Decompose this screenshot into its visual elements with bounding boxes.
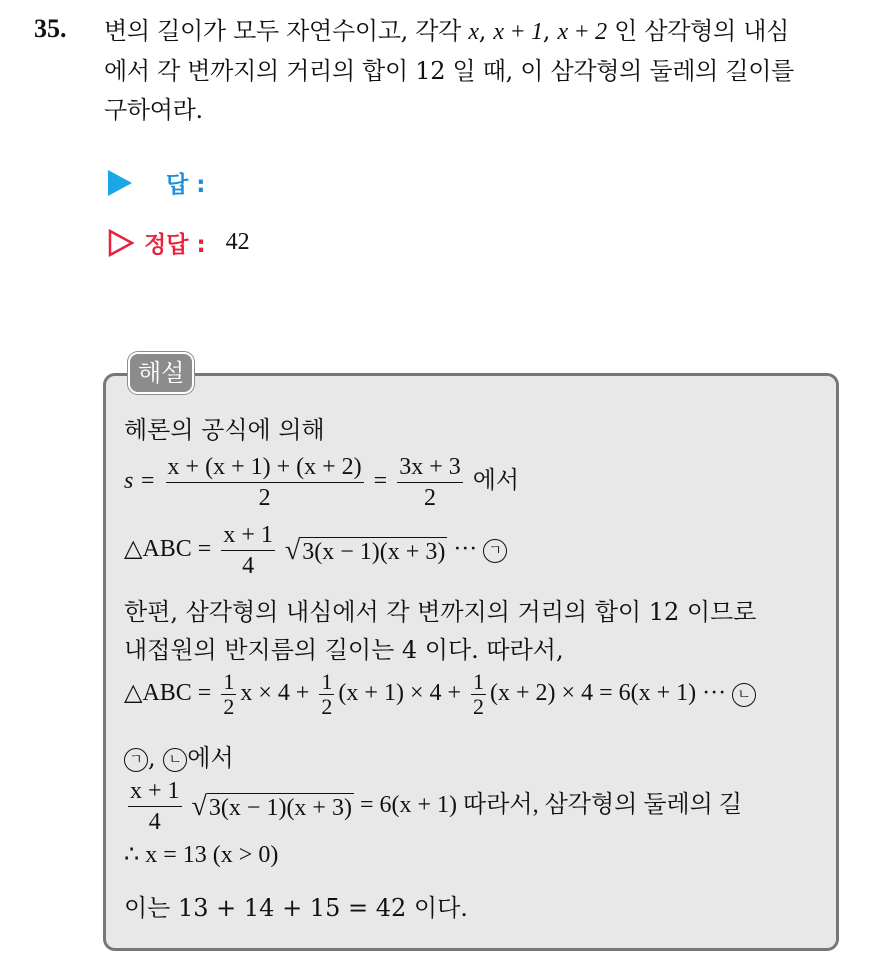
play-triangle-icon [108,170,132,196]
question-text [104,12,864,130]
fraction: $\frac{x + 1}{4}$ [223,522,273,579]
correct-answer-value: 42 [225,229,250,255]
answer-label: 답 : [166,172,206,198]
question-number: 35. [34,14,67,43]
circled-mark: ㄱ [483,539,507,563]
question-line-1: 변의 길이가 모두 자연수이고, 각각 x, x + 1, x + 2 인 삼각형의 내심 [104,17,790,45]
solution-line-3: △ABC = $\frac{x + 1}{4}$ √ 3(x − 1)(x + 3) ··· ㄱ [124,520,844,581]
question-line-3: 구하여라. [104,96,203,124]
solution-line-7: ㄱ , ㄴ 에서 [124,738,844,773]
fraction-half: $\frac{1}{2}$ [223,669,235,719]
solution-line-2: s = $\frac{x + (x + 1) + (x + 2)}{2}$ = $\frac{3x + 3}{2}$ 에서 [124,454,520,511]
solution-line-6: △ABC = $\frac{1}{2}$ x × 4 + $\frac{1}{2}$ (x + 1) × 4 + $\frac{1}{2}$ (x + 2) × 4 = 6(x + 1) ··· ㄴ [124,670,844,719]
circled-mark: ㄴ [163,748,187,772]
sqrt: √ 3(x − 1)(x + 3) [191,790,352,822]
circled-mark: ㄱ [124,748,148,772]
answer-row [108,166,225,199]
fraction: $\frac{3x + 3}{2}$ [399,454,461,511]
outline-triangle-icon [108,229,134,257]
fraction-half: $\frac{1}{2}$ [321,669,333,719]
fraction-half: $\frac{1}{2}$ [473,669,485,719]
solution-line-8: $\frac{x + 1}{4}$ √ 3(x − 1)(x + 3) = 6(x + 1) 따라서, 삼각형의 둘레의 길 [130,778,743,835]
question-line-2: 에서 각 변까지의 거리의 합이 12 일 때, 이 삼각형의 둘레의 길이를 [104,57,794,85]
solution-line-4: 한편, 삼각형의 내심에서 각 변까지의 거리의 합이 12 이므로 [124,598,757,626]
solution-line-1: 헤론의 공식에 의해 [124,416,325,444]
solution-line-9: ∴ x = 13 (x > 0) [124,842,279,868]
solution-tag: 해설 [128,352,194,394]
fraction: $\frac{x + 1}{4}$ [130,778,180,835]
correct-answer-row [108,226,250,259]
solution-line-10: 이는 13 + 14 + 15 = 42 이다. [124,894,468,922]
fraction: $\frac{x + (x + 1) + (x + 2)}{2}$ [167,454,362,511]
sqrt: √ 3(x − 1)(x + 3) [284,534,446,566]
circled-mark: ㄴ [732,683,756,707]
solution-line-5: 내접원의 반지름의 길이는 4 이다. 따라서, [124,636,564,664]
correct-answer-label: 정답 : [144,232,206,258]
